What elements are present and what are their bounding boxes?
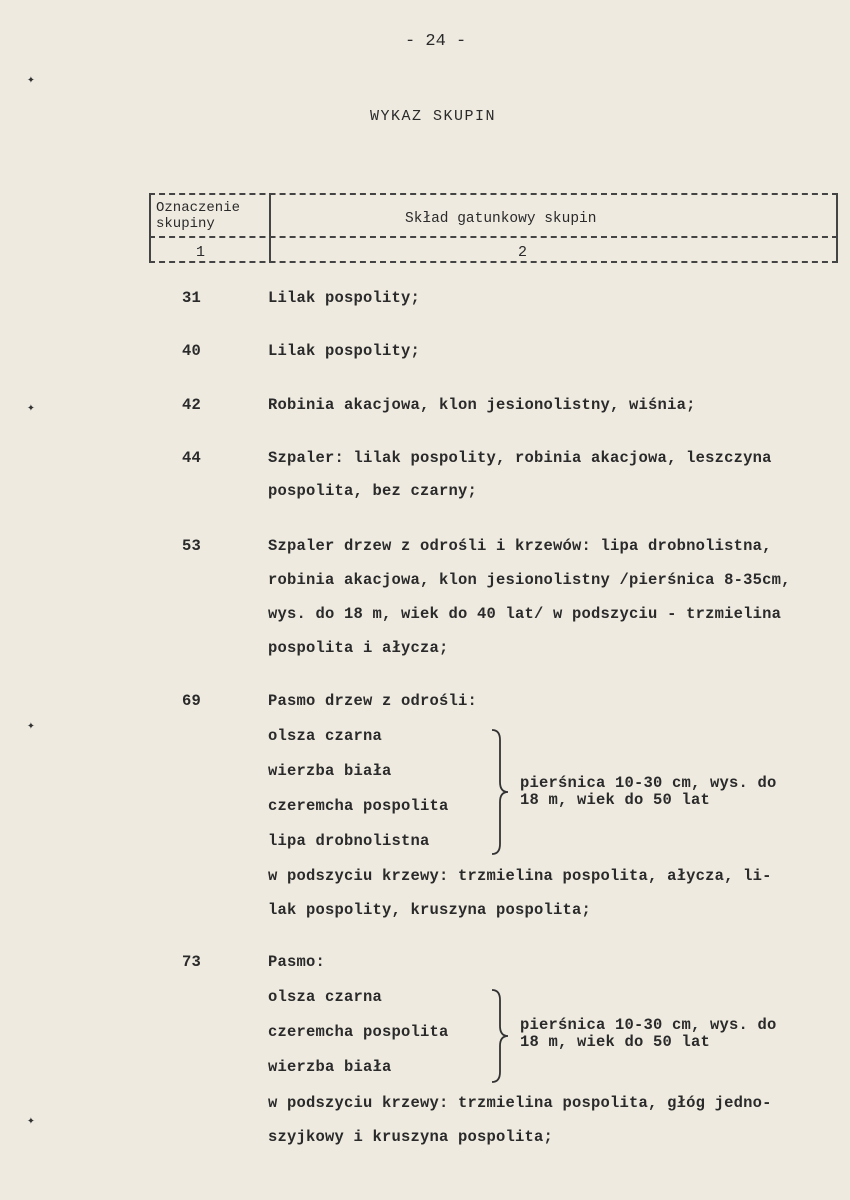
- column-header-composition: Skład gatunkowy skupin: [405, 211, 597, 227]
- header-top-rule: [149, 193, 838, 195]
- species-line: czeremcha pospolita: [268, 1023, 449, 1041]
- header-mid-rule: [149, 236, 838, 238]
- undergrowth-line: w podszyciu krzewy: trzmielina pospolita, głóg jedno-: [268, 1094, 772, 1112]
- page-number: - 24 -: [405, 32, 467, 51]
- header-right-border: [836, 193, 838, 263]
- curly-brace: [490, 728, 504, 856]
- species-line: Lilak pospolity;: [268, 342, 421, 360]
- species-line: wierzba biała: [268, 762, 392, 780]
- species-line: pospolita, bez czarny;: [268, 482, 478, 500]
- dimension-note: 18 m, wiek do 50 lat: [520, 1033, 711, 1051]
- margin-mark: ✦: [27, 718, 35, 733]
- undergrowth-line: szyjkowy i kruszyna pospolita;: [268, 1128, 554, 1146]
- species-line: wys. do 18 m, wiek do 40 lat/ w podszyciu - trzmielina: [268, 605, 782, 623]
- group-id: 31: [182, 289, 202, 307]
- species-line: Szpaler: lilak pospolity, robinia akacjowa, leszczyna: [268, 449, 772, 467]
- curly-brace: [490, 988, 504, 1084]
- species-line: czeremcha pospolita: [268, 797, 449, 815]
- dimension-note: pierśnica 10-30 cm, wys. do: [520, 774, 777, 792]
- species-line: olsza czarna: [268, 727, 383, 745]
- group-id: 69: [182, 692, 202, 710]
- column-number-1: 1: [196, 244, 206, 261]
- header-bottom-rule: [149, 261, 838, 263]
- species-line: olsza czarna: [268, 988, 383, 1006]
- species-line: Szpaler drzew z odrośli i krzewów: lipa drobnolistna,: [268, 537, 772, 555]
- column-header-group-id-line1: Oznaczenie: [156, 200, 241, 216]
- column-header-group-id: [156, 200, 240, 232]
- header-left-border: [149, 193, 151, 263]
- margin-mark: ✦: [27, 400, 35, 415]
- margin-mark: ✦: [27, 72, 35, 87]
- group-id: 42: [182, 396, 202, 414]
- column-header-group-id-line2: skupiny: [156, 216, 215, 232]
- group-id: 40: [182, 342, 202, 360]
- species-line: lipa drobnolistna: [268, 832, 430, 850]
- column-number-2: 2: [518, 244, 528, 261]
- species-line: pospolita i ałycza;: [268, 639, 449, 657]
- group-heading: Pasmo drzew z odrośli:: [268, 692, 478, 710]
- species-line: Lilak pospolity;: [268, 289, 421, 307]
- species-line: robinia akacjowa, klon jesionolistny /pierśnica 8-35cm,: [268, 571, 791, 589]
- margin-mark: ✦: [27, 1113, 35, 1128]
- undergrowth-line: w podszyciu krzewy: trzmielina pospolita, ałycza, li-: [268, 867, 772, 885]
- dimension-note: 18 m, wiek do 50 lat: [520, 791, 711, 809]
- page-title: WYKAZ SKUPIN: [370, 108, 497, 125]
- header-column-divider: [269, 193, 271, 263]
- group-id: 44: [182, 449, 202, 467]
- undergrowth-line: lak pospolity, kruszyna pospolita;: [268, 901, 592, 919]
- species-line: wierzba biała: [268, 1058, 392, 1076]
- species-line: Robinia akacjowa, klon jesionolistny, wiśnia;: [268, 396, 696, 414]
- dimension-note: pierśnica 10-30 cm, wys. do: [520, 1016, 777, 1034]
- group-heading: Pasmo:: [268, 953, 326, 971]
- group-id: 53: [182, 537, 202, 555]
- group-id: 73: [182, 953, 202, 971]
